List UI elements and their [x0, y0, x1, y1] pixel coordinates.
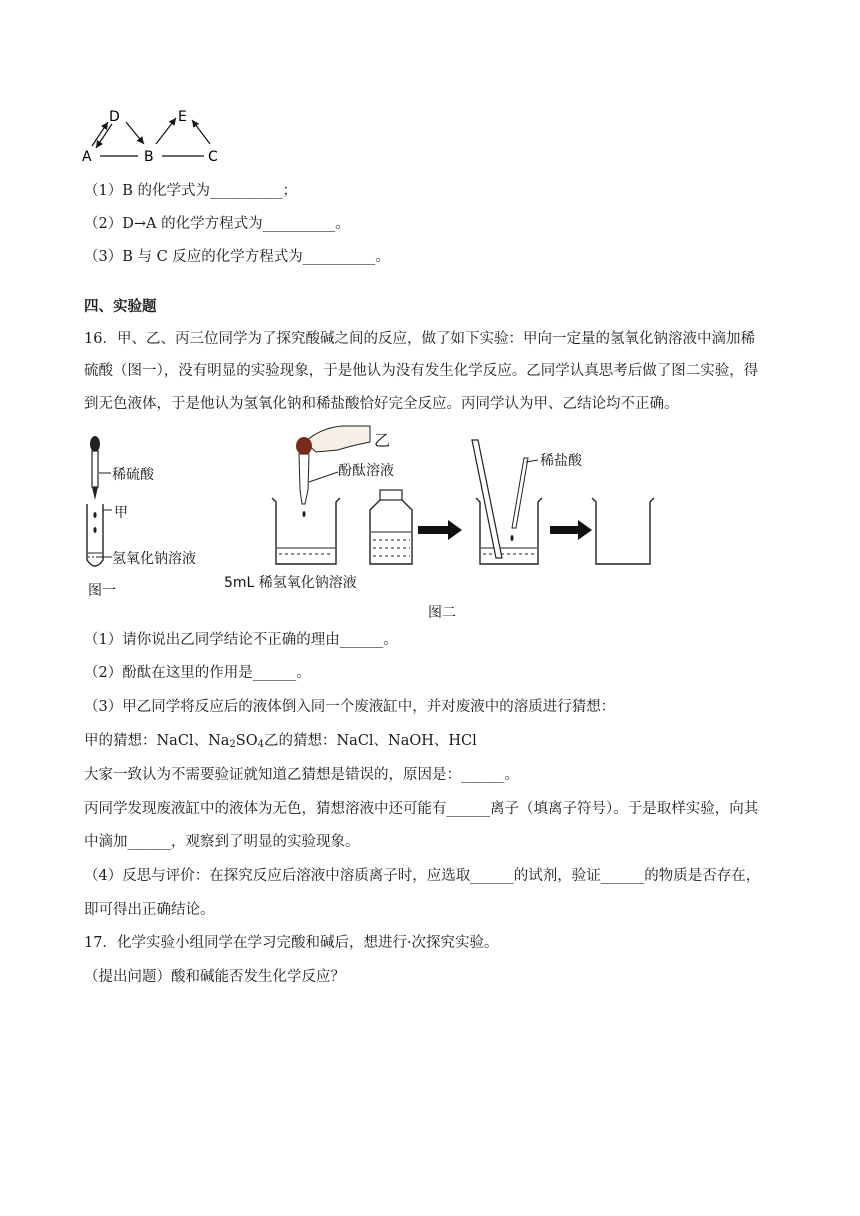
reaction-diagram-svg	[80, 106, 230, 166]
yi-guess: 乙的猜想：NaCl、NaOH、HCl	[263, 733, 477, 749]
q15-item-1: （1）B 的化学式为__________；	[84, 183, 297, 199]
arrow-c-e	[192, 120, 210, 144]
fig1-jia-label: 甲	[114, 505, 128, 521]
drop-2	[93, 527, 96, 533]
arrow-1	[418, 520, 462, 540]
fig2-indicator-label: 酚酞溶液	[338, 463, 394, 479]
dropper2-bulb	[296, 437, 312, 455]
q16-intro-3: 到无色液体，于是他认为氢氧化钠和稀盐酸恰好完全反应。丙同学认为甲、乙结论均不正确。	[84, 396, 679, 412]
dropper-tip	[92, 487, 98, 500]
bottle-neck	[380, 490, 402, 500]
fig1-caption: 图一	[88, 583, 116, 599]
arrow-b-e	[156, 118, 176, 144]
drop-1	[93, 512, 96, 518]
section-title: 四、实验题	[84, 298, 157, 315]
dropper-bulb	[90, 436, 100, 452]
acid-dropper	[512, 458, 528, 528]
q16-line-8: 即可得出正确结论。	[84, 902, 215, 918]
q16-intro-2: 硫酸（图一），没有明显的实验现象，于是他认为没有发生化学反应。乙同学认真思考后做了图二实验，得	[84, 363, 759, 379]
beaker-3	[592, 498, 654, 564]
q17-line-1: 17．化学实验小组同学在学习完酸和碱后，想进行·次探究实验。	[84, 935, 499, 951]
q16-line-1: （1）请你说出乙同学结论不正确的理由______。	[84, 632, 398, 648]
q16-line-2: （2）酚酞在这里的作用是______。	[84, 665, 311, 681]
hand	[305, 426, 370, 452]
jia-guess-prefix: 甲的猜想：NaCl、Na	[84, 733, 230, 749]
q15-item-2: （2）D→A 的化学方程式为__________。	[84, 216, 350, 232]
jia-guess-mid: SO	[235, 733, 258, 749]
node-a: A	[82, 149, 92, 165]
q16-line-6: 中滴加______，观察到了明显的实验现象。	[84, 834, 360, 850]
q16-guess-line	[84, 731, 477, 755]
jia-guess-sub2: 4	[257, 739, 264, 750]
fig1-base-label: 氢氧化钠溶液	[112, 551, 196, 567]
node-c: C	[208, 149, 218, 165]
fig2-caption: 图二	[428, 605, 456, 621]
fig2-acid-label: 稀盐酸	[540, 453, 582, 469]
experiment-figure-svg	[80, 420, 770, 625]
indicator-leader	[309, 472, 338, 482]
experiment-figure	[80, 420, 770, 625]
reaction-diagram	[80, 106, 230, 166]
fig2-yi-label: 乙	[374, 431, 391, 450]
q16-line-7: （4）反思与评价：在探究反应后溶液中溶质离子时，应选取______的试剂，验证______的物质是否存在，	[84, 868, 761, 884]
q15-item-3: （3）B 与 C 反应的化学方程式为__________。	[84, 249, 390, 265]
node-d: D	[109, 109, 120, 125]
arrow-2	[550, 520, 592, 540]
dropper-tube	[92, 451, 98, 487]
drop-3	[302, 511, 305, 517]
jia-guess-sub1: 2	[229, 739, 236, 750]
node-e: E	[178, 109, 187, 125]
q16-intro-1: 16．甲、乙、丙三位同学为了探究酸碱之间的反应，做了如下实验：甲向一定量的氢氧化钠溶液中滴加稀	[84, 331, 755, 347]
q16-line-4: 大家一致认为不需要验证就知道乙猜想是错误的，原因是：______。	[84, 767, 519, 783]
q17-line-2: （提出问题）酸和碱能否发生化学反应？	[84, 969, 345, 985]
q16-line-5: 丙同学发现废液缸中的液体为无色，猜想溶液中还可能有______离子（填离子符号）。于是取样实验，向其	[84, 801, 759, 817]
q16-line-3: （3）甲乙同学将反应后的液体倒入同一个废液缸中，并对废液中的溶质进行猜想：	[84, 699, 616, 715]
fig2-base-label: 5mL 稀氢氧化钠溶液	[224, 575, 357, 591]
drop-4	[510, 535, 513, 541]
arrow-d-b	[126, 122, 144, 144]
fig1-acid-label: 稀硫酸	[112, 467, 154, 483]
node-b: B	[144, 149, 154, 165]
dropper2-tube	[299, 454, 309, 504]
